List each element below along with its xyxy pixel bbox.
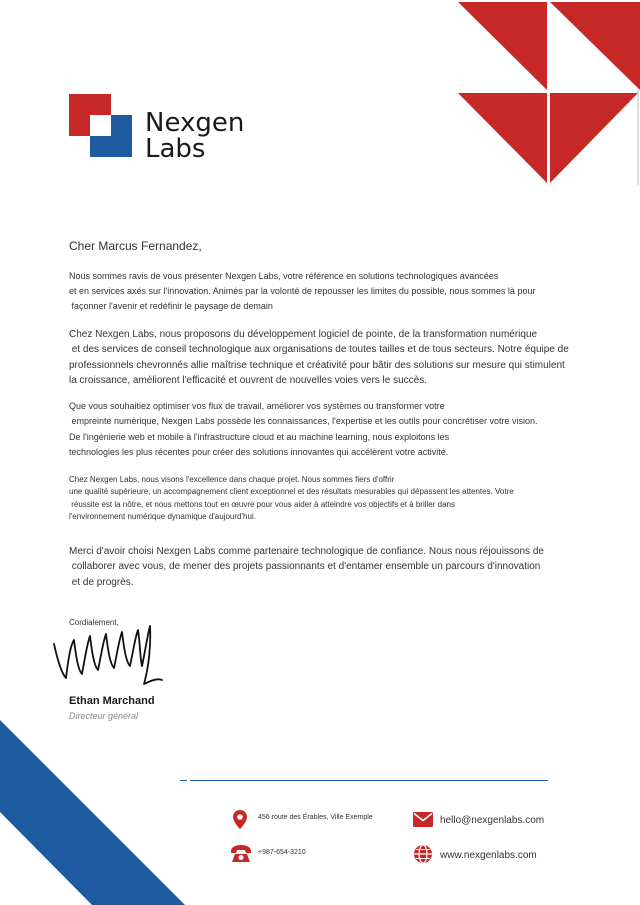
signatory-name: Ethan Marchand xyxy=(69,695,155,707)
paragraph-line: réussite est la nôtre, et nous mettons tout en œuvre pour vous aider à atteindre vos objectifs et à briller dans xyxy=(69,499,455,509)
paragraph-line: et en services axés sur l'innovation. Animés par la volonté de repousser les limites du possible, nous sommes là pour xyxy=(69,286,536,296)
contact-phone: +987-654-3210 xyxy=(258,849,306,856)
footer-divider-dash xyxy=(180,780,187,781)
paragraph-line: De l'ingénierie web et mobile à l'infrastructure cloud et au machine learning, nous exploitons les xyxy=(69,431,450,442)
decorative-triangles-bottom xyxy=(0,720,185,905)
paragraph-services xyxy=(69,327,589,388)
contact-address: 456 route des Érables, Ville Exemple xyxy=(258,814,373,821)
paragraph-line: une qualité supérieure, un accompagnement client exceptionnel et des résultats mesurables qui dépassent les attentes. Votre xyxy=(69,487,514,497)
globe-icon xyxy=(413,844,433,864)
logo-wordmark xyxy=(145,110,244,162)
handwritten-signature xyxy=(52,622,164,692)
paragraph-line: professionnels chevronnés allie maîtrise technique et créativité pour bâtir des solutions sur mesure qui stimulent xyxy=(69,359,565,371)
logo-line-2: Labs xyxy=(145,134,206,164)
paragraph-line: Merci d'avoir choisi Nexgen Labs comme partenaire technologique de confiance. Nous nous réjouissons de xyxy=(69,546,544,557)
paragraph-line: et de progrès. xyxy=(69,576,134,588)
location-pin-icon xyxy=(230,809,250,829)
paragraph-line: Que vous souhaitiez optimiser vos flux de travail, améliorer vos systèmes ou transformer votre xyxy=(69,401,445,411)
closing: Cordialement, xyxy=(69,618,119,627)
greeting: Cher Marcus Fernandez, xyxy=(69,239,202,253)
company-logo xyxy=(69,94,249,164)
paragraph-expertise xyxy=(69,399,589,460)
paragraph-excellence xyxy=(69,474,589,523)
paragraph-line: technologies les plus récentes pour créer des solutions innovantes qui accélèrent votre activité. xyxy=(69,446,449,457)
paragraph-line: Nous sommes ravis de vous présenter Nexgen Labs, votre référence en solutions technologiques avancées xyxy=(69,271,499,281)
decorative-triangles-top xyxy=(455,0,640,190)
logo-white-square xyxy=(90,115,111,136)
contact-email[interactable]: hello@nexgenlabs.com xyxy=(440,815,545,826)
paragraph-line: Chez Nexgen Labs, nous proposons du développement logiciel de pointe, de la transformation numérique xyxy=(69,329,538,340)
logo-line-1: Nexgen xyxy=(145,108,245,138)
paragraph-line: et des services de conseil technologique aux organisations de toutes tailles et de tous secteurs. Notre équipe de xyxy=(69,344,569,356)
paragraph-intro xyxy=(69,269,589,314)
contact-website[interactable]: www.nexgenlabs.com xyxy=(440,850,537,861)
envelope-icon xyxy=(413,812,433,827)
paragraph-line: Chez Nexgen Labs, nous visons l'excellence dans chaque projet. Nous sommes fiers d'offrir xyxy=(69,475,395,484)
signatory-title: Directeur général xyxy=(69,711,139,721)
footer-divider xyxy=(190,780,548,781)
telephone-icon xyxy=(229,844,253,864)
paragraph-thanks xyxy=(69,544,589,590)
paragraph-line: la croissance, améliorent l'efficacité et ouvrent de nouvelles voies vers le succès. xyxy=(69,374,428,386)
paragraph-line: collaborer avec vous, de mener des projets passionnants et d'entamer ensemble un parcours d'innovation xyxy=(69,561,541,573)
paragraph-line: façonner l'avenir et redéfinir le paysage de demain xyxy=(69,301,273,311)
paragraph-line: l'environnement numérique dynamique d'aujourd'hui. xyxy=(69,511,256,521)
paragraph-line: empreinte numérique, Nexgen Labs possède les connaissances, l'expertise et les outils pour concrétiser votre vision. xyxy=(69,416,538,427)
